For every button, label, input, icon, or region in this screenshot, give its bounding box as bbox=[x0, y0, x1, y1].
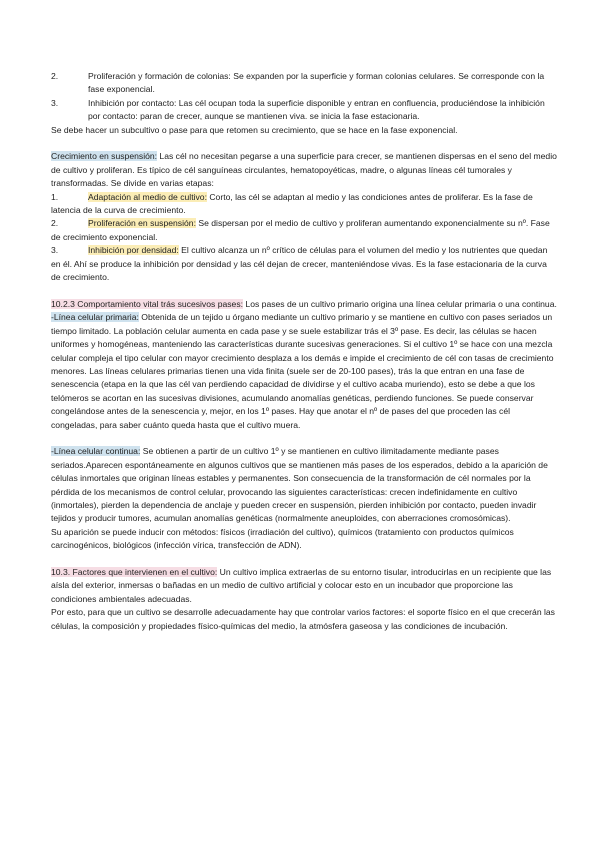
paragraph-text: Un cultivo implica extraerlas de su entorno tisular, introducirlas en un recipiente que las aísla del exterior, inmersas o bañadas en un medio de cultivo artificial y colocar esto en un incubador que proporcione las condiciones ambientales adecuadas. bbox=[51, 566, 552, 604]
serial-passage-section bbox=[51, 298, 558, 432]
step-label: Inhibición por densidad: bbox=[88, 245, 179, 256]
paragraph-text: Se obtienen a partir de un cultivo 1º y se mantienen en cultivo ilimitadamente mediante pases seriados.Aparecen espontáneamente en algunos cultivos que se mantienen más pases de los esperados, debido a la aparición de células inmortales que originan líneas estables y permanentes. Son consecuencia de la transformación de cél normales por la pérdida de los mecanismos de control celular, provocando las siguientes características: crecen indefinidamente en cultivo (inmortales), pierden la dependencia de anclaje y pueden crecer en suspensión, pierden inhibición por contacto, pueden invadir tejidos y producir tumores, acumulan anomalías genéticas (normalmente aneuploides, con aberraciones cromosómicas). bbox=[51, 446, 548, 524]
step-label: Adaptación al medio de cultivo: bbox=[88, 191, 207, 202]
list-text: Inhibición por contacto: Las cél ocupan toda la superficie disponible y entran en confluencia, produciéndose la inhibición por contacto: paran de crecer, aunque se mantienen viva. se inicia la fase estacionaria. bbox=[88, 97, 545, 122]
list-item bbox=[51, 97, 558, 124]
list-number: 1. bbox=[51, 191, 59, 202]
subculture-note: Se debe hacer un subcultivo o pase para que retomen su crecimiento, que se hace en la fase exponencial. bbox=[51, 124, 458, 135]
section-heading: 10.3. Factores que intervienen en el cultivo: bbox=[51, 566, 218, 577]
section-heading: 10.2.3 Comportamiento vital trás sucesivos pases: bbox=[51, 298, 244, 309]
paragraph: Por esto, para que un cultivo se desarrolle adecuadamente hay que controlar varios factores: el soporte físico en el que crecerán las células, la composición y propiedades físico-químicas del medio, la atmósfera gaseosa y las condiciones de incubación. bbox=[51, 607, 555, 631]
step-text: El cultivo alcanza un nº crítico de células para el volumen del medio y los nutrientes que quedan en él. Ahí se produce la inhibición por densidad y las cél dejan de crecer, manteniéndose vivas. Es la fase estacionaria de la curva de crecimiento. bbox=[51, 245, 548, 283]
culture-factors-section bbox=[51, 566, 558, 633]
list-number: 3. bbox=[51, 245, 59, 256]
list-number: 2. bbox=[51, 71, 59, 81]
paragraph: Su aparición se puede inducir con métodos: físicos (irradiación del cultivo), químicos (tratamiento con productos químicos carcinogénicos, biológicos (infección vírica, transfección de ADN). bbox=[51, 526, 514, 551]
paragraph bbox=[51, 445, 558, 525]
suspension-growth-section bbox=[51, 150, 558, 284]
list-item bbox=[51, 244, 558, 284]
list-item bbox=[51, 217, 558, 244]
section-heading: Crecimiento en suspensión: bbox=[51, 151, 158, 162]
paragraph-text: Obtenida de un tejido u órgano mediante un cultivo primario y se mantiene en cultivo con pases seriados un tiempo limitado. La población celular aumenta en cada pase y se suele estabilizar trás el 3º pase. Es decir, las células se hacen uniformes y homogéneas, manteniendo las características durante sucesivas generaciones. Si el cultivo 1º se hace con una mezcla celular compleja el tipo celular con mayor crecimiento desplaza a los demás e impide el crecimiento de cél con tasas de crecimiento menores. Las líneas celulares primarias tienen una vida finita (suele ser de 20-100 pases), trás la que entran en una fase de senescencia (etapa en la que las cél van perdiendo capacidad de dividirse y el cultivo acaba muriendo), esto se debe a que los telómeros se acortan en las sucesivas divisiones, acumulando anomalías genéticas, perdiendo funciones. Se puede conservar congelándose antes de la senescencia y, mejor, en los 1º pases. Hay que anotar el nº de pases del que proceden las cél congeladas, para saber cuánto queda hasta que el cultivo muera. bbox=[51, 312, 554, 430]
list-item bbox=[51, 70, 558, 97]
continuous-line-section bbox=[51, 445, 558, 552]
step-text: Se dispersan por el medio de cultivo y proliferan aumentando exponencialmente su nº. Fase de crecimiento exponencial. bbox=[51, 218, 550, 242]
paragraph bbox=[51, 298, 558, 311]
subsection-heading: -Línea celular continua: bbox=[51, 446, 141, 457]
list-text: Proliferación y formación de colonias: Se expanden por la superficie y forman colonias celulares. Se corresponde con la fase exponencial. bbox=[88, 71, 545, 95]
paragraph bbox=[51, 150, 558, 190]
growth-phases-continuation bbox=[51, 70, 558, 137]
paragraph bbox=[51, 566, 558, 606]
paragraph-text: Las cél no necesitan pegarse a una superficie para crecer, se mantienen dispersas en el seno del medio de cultivo y proliferan. Es típico de cél sanguíneas circulantes, hematopoyéticas, madre, o algunas líneas cél tumorales y transformadas. Se divide en varias etapas: bbox=[51, 151, 557, 189]
paragraph bbox=[51, 311, 558, 432]
list-number: 3. bbox=[51, 97, 59, 108]
step-label: Proliferación en suspensión: bbox=[88, 218, 196, 229]
step-text: Corto, las cél se adaptan al medio y las condiciones antes de proliferar. Es la fase de latencia de la curva de crecimiento. bbox=[51, 191, 533, 216]
subsection-heading: -Línea celular primaria: bbox=[51, 312, 139, 323]
list-item bbox=[51, 191, 558, 218]
list-number: 2. bbox=[51, 218, 59, 229]
paragraph-text: Los pases de un cultivo primario origina una línea celular primaria o una continua. bbox=[243, 298, 557, 309]
